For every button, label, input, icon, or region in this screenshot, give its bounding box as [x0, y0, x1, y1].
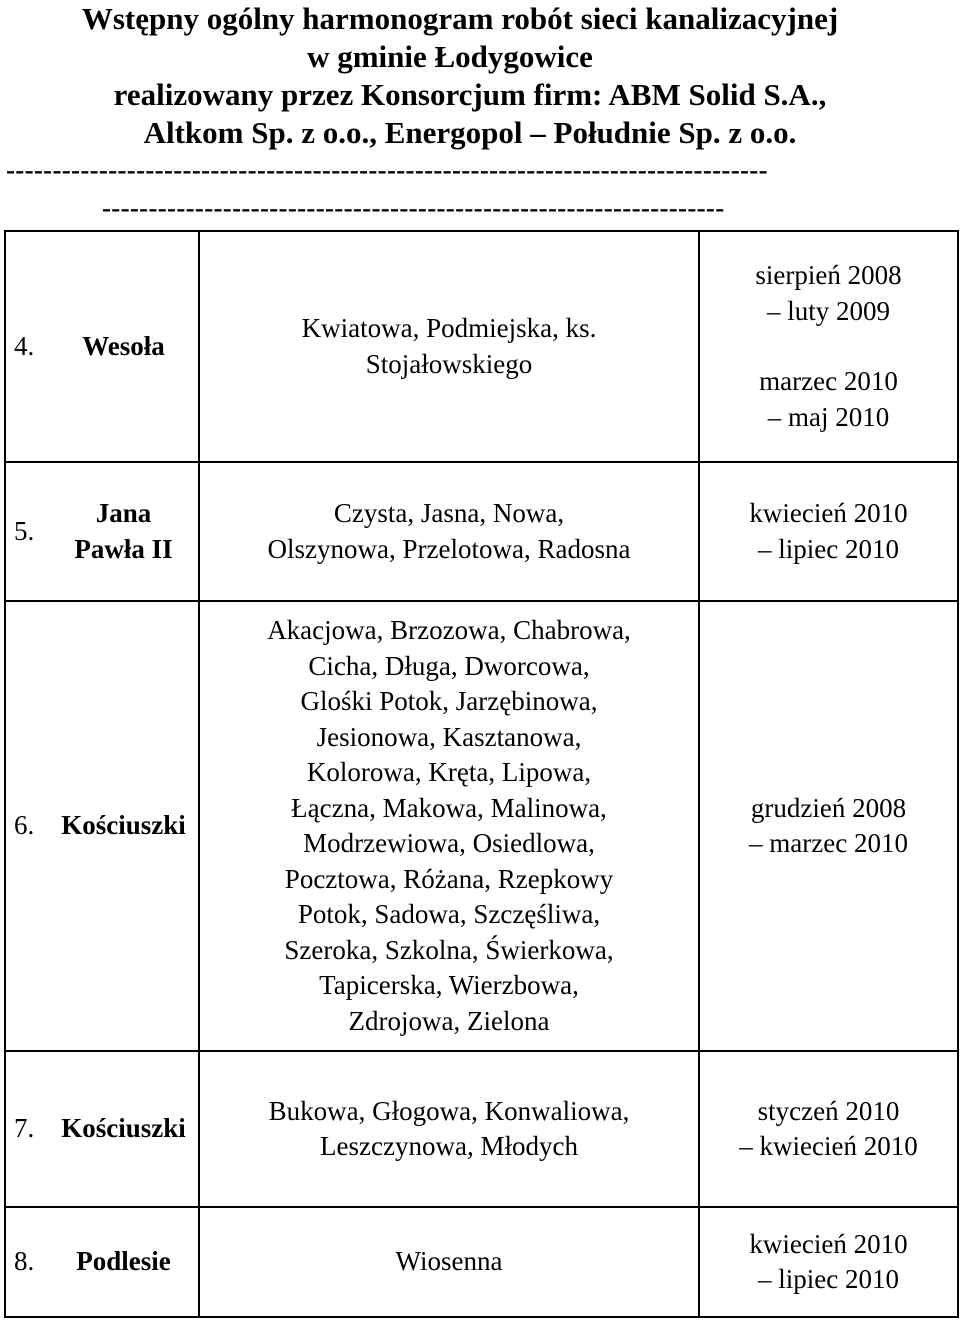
period-end: – maj 2010	[767, 401, 890, 432]
row-period	[699, 601, 958, 1051]
separator-dashes-1: ----------------------------------------------------------------------------------	[6, 155, 768, 185]
street-line: Akacjowa, Brzozowa, Chabrowa,	[267, 615, 631, 645]
header-title-line-4: Altkom Sp. z o.o., Energopol – Południe Sp. z o.o.	[143, 115, 797, 150]
row-streets	[199, 601, 699, 1051]
period-end: – marzec 2010	[749, 828, 908, 858]
row-location: Podlesie	[49, 1207, 199, 1317]
row-period	[699, 231, 958, 462]
header-title-line-2: w gminie Łodygowice	[307, 39, 593, 74]
row-location	[49, 462, 199, 601]
street-line: Łączna, Makowa, Malinowa,	[291, 792, 607, 823]
row-period	[699, 1207, 958, 1317]
row-number: 5.	[5, 462, 49, 601]
row-period	[699, 1051, 958, 1207]
schedule-table	[4, 230, 959, 1318]
table-row	[5, 1051, 958, 1207]
row-number: 8.	[5, 1207, 49, 1317]
row-streets	[199, 462, 699, 601]
table-row	[5, 231, 958, 462]
street-line: Modrzewiowa, Osiedlowa,	[303, 828, 595, 858]
street-line: Kwiatowa, Podmiejska, ks.	[301, 313, 597, 343]
street-line: Pocztowa, Różana, Rzepkowy	[284, 863, 614, 894]
table-row	[5, 601, 958, 1051]
street-line: Jesionowa, Kasztanowa,	[316, 721, 582, 752]
row-number: 7.	[5, 1051, 49, 1207]
street-line: Bukowa, Głogowa, Konwaliowa,	[268, 1095, 630, 1126]
separator-dashes-2: -------------------------------------------------------------------	[102, 193, 725, 223]
row-streets	[199, 231, 699, 462]
period-start: marzec 2010	[759, 366, 898, 396]
period-start: kwiecień 2010	[749, 498, 908, 528]
street-line: Glośki Potok, Jarzębinowa,	[300, 686, 598, 716]
row-location: Kościuszki	[49, 601, 199, 1051]
street-line: Wiosenna	[395, 1246, 503, 1277]
street-line: Stojałowskiego	[365, 348, 533, 379]
row-number: 6.	[5, 601, 49, 1051]
header-title-line-1: Wstępny ogólny harmonogram robót sieci kanalizacyjnej	[81, 1, 839, 36]
street-line: Zdrojowa, Zielona	[348, 1005, 550, 1036]
street-line: Potok, Sadowa, Szczęśliwa,	[297, 899, 601, 929]
street-line: Olszynowa, Przelotowa, Radosna	[267, 533, 631, 564]
table-row	[5, 462, 958, 601]
row-streets	[199, 1207, 699, 1317]
period-start: styczeń 2010	[757, 1095, 900, 1126]
row-streets	[199, 1051, 699, 1207]
period-start: grudzień 2008	[750, 792, 907, 823]
row-location: Wesoła	[49, 231, 199, 462]
period-end: – lipiec 2010	[758, 1264, 899, 1294]
table-row	[5, 1207, 958, 1317]
period-start: sierpień 2008	[755, 260, 902, 290]
document-header	[0, 0, 960, 152]
street-line: Cicha, Długa, Dworcowa,	[308, 650, 590, 681]
period-start: kwiecień 2010	[749, 1228, 908, 1259]
row-period	[699, 462, 958, 601]
row-number: 4.	[5, 231, 49, 462]
location-line: Jana	[95, 498, 152, 528]
street-line: Tapicerska, Wierzbowa,	[319, 970, 579, 1000]
period-end: – lipiec 2010	[758, 533, 899, 564]
period-end: – kwiecień 2010	[739, 1131, 918, 1161]
location-line: Pawła II	[74, 533, 173, 564]
street-line: Leszczynowa, Młodych	[320, 1131, 578, 1161]
header-title-line-3: realizowany przez Konsorcjum firm: ABM Solid S.A.,	[113, 77, 827, 112]
street-line: Czysta, Jasna, Nowa,	[333, 498, 565, 528]
period-end: – luty 2009	[766, 295, 890, 326]
street-line: Kolorowa, Kręta, Lipowa,	[306, 757, 592, 787]
row-location: Kościuszki	[49, 1051, 199, 1207]
street-line: Szeroka, Szkolna, Świerkowa,	[284, 934, 614, 965]
